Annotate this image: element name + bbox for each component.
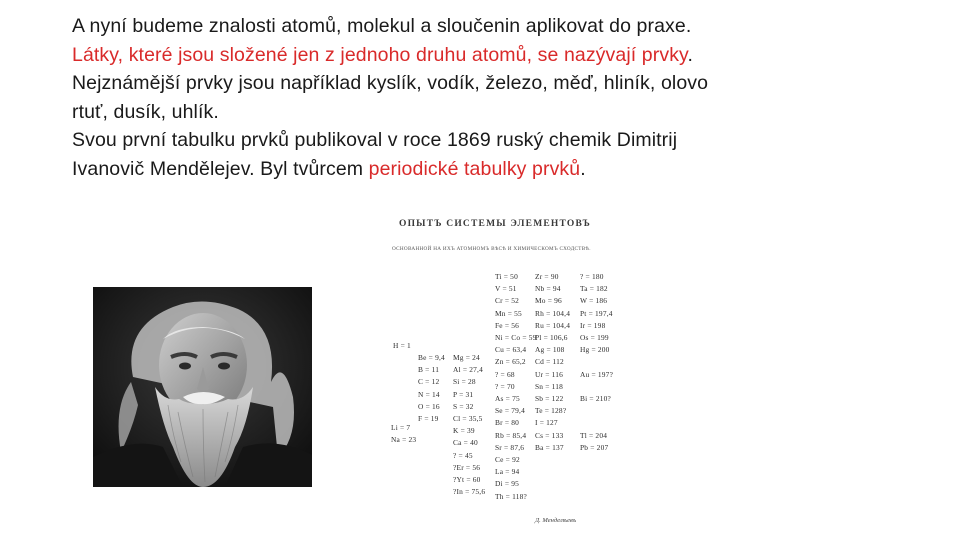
table-element-cell: Th = 118? bbox=[495, 491, 527, 501]
table-element-cell: Mg = 24 bbox=[453, 353, 480, 362]
mendeleev-portrait bbox=[93, 287, 312, 487]
table-element-cell: Mo = 96 bbox=[535, 296, 562, 306]
table-element-cell: Si = 28 bbox=[453, 377, 476, 387]
table-element-cell: Bi = 210? bbox=[580, 394, 612, 403]
table-element-cell: Cs = 133 bbox=[535, 430, 564, 440]
table-element-cell: Li = 7 bbox=[391, 423, 411, 432]
table-element-cell: O = 16 bbox=[418, 401, 440, 411]
table-element-cell: S = 32 bbox=[453, 401, 474, 411]
table-element-cell: Ba = 137 bbox=[535, 442, 564, 452]
portrait-image bbox=[93, 287, 312, 487]
table-element-cell: Se = 79,4 bbox=[495, 406, 525, 416]
table-element-cell: H = 1 bbox=[393, 341, 411, 350]
table-element-cell: As = 75 bbox=[495, 394, 520, 403]
text-line-6-start: Ivanovič Mendělejev. Byl tvůrcem bbox=[72, 157, 369, 180]
highlight-prvky: Látky, které jsou složené jen z jednoho druhu atomů, se nazývají prvky bbox=[72, 43, 688, 66]
table-subtitle: ОСНОВАННОЙ НА ИХЪ АТОМНОМЪ ВѢСѢ И ХИМИЧЕСКОМЪ СХОДСТВѢ. bbox=[392, 246, 591, 252]
table-element-cell: K = 39 bbox=[453, 426, 475, 436]
highlight-periodic-table: periodické tabulky prvků bbox=[368, 157, 581, 180]
table-element-cell: Br = 80 bbox=[495, 418, 520, 428]
table-element-cell: Zr = 90 bbox=[535, 272, 559, 281]
table-element-cell: Pb = 207 bbox=[580, 442, 609, 452]
text-line-5: Svou první tabulku prvků publikoval v roce 1869 ruský chemik Dimitrij bbox=[72, 129, 678, 151]
table-element-cell: Al = 27,4 bbox=[453, 365, 483, 375]
table-element-cell: Cl = 35,5 bbox=[453, 414, 483, 423]
text-line-2 bbox=[72, 41, 922, 70]
table-element-cell: Na = 23 bbox=[391, 435, 417, 445]
table-element-cell: Sb = 122 bbox=[535, 394, 564, 403]
table-element-cell: W = 186 bbox=[580, 296, 608, 306]
table-element-cell: F = 19 bbox=[418, 414, 439, 423]
text-period: . bbox=[580, 157, 586, 180]
table-element-cell: Ru = 104,4 bbox=[535, 320, 571, 330]
table-element-cell: ? = 70 bbox=[495, 381, 515, 391]
table-element-cell: Sn = 118 bbox=[535, 381, 564, 391]
table-element-cell: P = 31 bbox=[453, 389, 474, 399]
table-element-cell: Cr = 52 bbox=[495, 296, 520, 306]
table-element-cell: ? = 68 bbox=[495, 369, 515, 379]
table-element-cell: Nb = 94 bbox=[535, 284, 561, 294]
table-signature: Д. Менделѣевъ bbox=[535, 517, 577, 524]
table-element-cell: Tl = 204 bbox=[580, 430, 608, 440]
table-element-cell: ?Er = 56 bbox=[453, 462, 481, 472]
table-element-cell: Ti = 50 bbox=[495, 272, 518, 281]
table-element-cell: ? = 180 bbox=[580, 272, 604, 281]
table-element-cell: Cu = 63,4 bbox=[495, 345, 527, 355]
table-element-cell: ?In = 75,6 bbox=[453, 487, 486, 497]
slide-text bbox=[72, 12, 922, 183]
table-element-cell: Os = 199 bbox=[580, 333, 609, 342]
table-element-cell: Ur = 116 bbox=[535, 369, 564, 379]
table-element-cell: ?Yt = 60 bbox=[453, 475, 481, 484]
table-element-cell: Sr = 87,6 bbox=[495, 442, 525, 452]
table-element-cell: Zn = 65,2 bbox=[495, 357, 526, 367]
table-element-cell: La = 94 bbox=[495, 467, 520, 477]
table-element-cell: Di = 95 bbox=[495, 479, 520, 489]
table-element-cell: N = 14 bbox=[418, 389, 440, 399]
table-element-cell: Hg = 200 bbox=[580, 345, 610, 355]
table-element-cell: Be = 9,4 bbox=[418, 353, 445, 362]
table-element-cell: Ca = 40 bbox=[453, 438, 478, 448]
table-element-cell: Ce = 92 bbox=[495, 455, 520, 464]
table-element-cell: Cd = 112 bbox=[535, 357, 564, 367]
text-line-1: A nyní budeme znalosti atomů, molekul a sloučenin aplikovat do praxe. bbox=[72, 15, 692, 37]
table-element-cell: Ta = 182 bbox=[580, 284, 608, 294]
table-element-cell: Mn = 55 bbox=[495, 308, 522, 318]
table-element-cell: Pt = 197,4 bbox=[580, 308, 613, 318]
text-line-3: Nejznámější prvky jsou například kyslík, vodík, železo, měď, hliník, olovo bbox=[72, 72, 709, 94]
table-element-cell: C = 12 bbox=[418, 377, 440, 387]
table-element-cell: V = 51 bbox=[495, 284, 517, 294]
table-element-cell: Ir = 198 bbox=[580, 320, 606, 330]
table-element-cell: I = 127 bbox=[535, 418, 558, 428]
table-element-cell: Ag = 108 bbox=[535, 345, 565, 355]
table-element-cell: Ni = Co = 59 bbox=[495, 333, 537, 342]
table-element-cell: Pl = 106,6 bbox=[535, 333, 568, 342]
table-element-cell: Rh = 104,4 bbox=[535, 308, 571, 318]
table-element-cell: Au = 197? bbox=[580, 369, 614, 379]
text-line-6 bbox=[72, 155, 922, 184]
text-period: . bbox=[687, 43, 693, 66]
text-line-4: rtuť, dusík, uhlík. bbox=[72, 100, 219, 123]
table-title: ОПЫТЪ СИСТЕМЫ ЭЛЕМЕНТОВЪ bbox=[399, 219, 591, 229]
mendeleev-table-image bbox=[385, 215, 635, 527]
table-element-cell: Fe = 56 bbox=[495, 320, 520, 330]
table-element-cell: ? = 45 bbox=[453, 450, 473, 460]
table-element-cell: Rb = 85,4 bbox=[495, 430, 527, 440]
table-element-cell: B = 11 bbox=[418, 365, 440, 375]
table-element-cell: Te = 128? bbox=[535, 406, 567, 416]
